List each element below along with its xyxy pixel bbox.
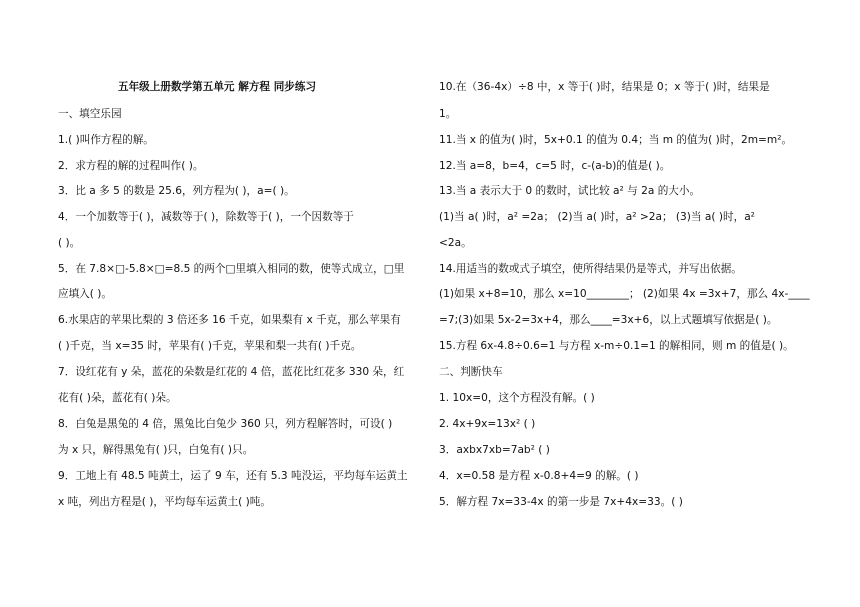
worksheet-title: 五年级上册数学第五单元 解方程 同步练习 bbox=[118, 81, 317, 93]
question-line: x 吨，列出方程是( )，平均每车运黄土( )吨。 bbox=[58, 496, 271, 508]
question-line: 1。 bbox=[439, 108, 457, 120]
judge-item: 4．x=0.58 是方程 x-0.8+4=9 的解。( ) bbox=[439, 470, 639, 482]
question-line: 为 x 只，解得黑兔有( )只，白兔有( )只。 bbox=[58, 444, 254, 456]
question-line: ( )。 bbox=[58, 237, 81, 249]
question-line: 4．一个加数等于( )，减数等于( )，除数等于( )，一个因数等于 bbox=[58, 211, 354, 223]
question-line: 8．白兔是黑兔的 4 倍，黑兔比白兔少 360 只，列方程解答时，可设( ) bbox=[58, 418, 393, 430]
judge-item: 5．解方程 7x=33-4x 的第一步是 7x+4x=33。( ) bbox=[439, 496, 683, 508]
question-line: ( )千克，当 x=35 时，苹果有( )千克，苹果和梨一共有( )千克。 bbox=[58, 340, 362, 352]
question-line: 5．在 7.8×□-5.8×□=8.5 的两个□里填入相同的数，使等式成立，□里 bbox=[58, 263, 405, 275]
section-judge-heading: 二、判断快车 bbox=[439, 366, 503, 378]
question-line: 15.方程 6x-4.8÷0.6=1 与方程 x-m÷0.1=1 的解相同，则 m 的值是( )。 bbox=[439, 340, 794, 352]
question-line: 7．设红花有 y 朵，蓝花的朵数是红花的 4 倍，蓝花比红花多 330 朵，红 bbox=[58, 366, 405, 378]
question-line: 11.当 x 的值为( )时，5x+0.1 的值为 0.4；当 m 的值为( )时，2m=m²。 bbox=[439, 134, 793, 146]
question-line: 12.当 a=8，b=4，c=5 时，c-(a-b)的值是( )。 bbox=[439, 160, 671, 172]
question-line: <2a。 bbox=[439, 237, 472, 249]
question-line: 9．工地上有 48.5 吨黄土，运了 9 车，还有 5.3 吨没运，平均每车运黄土 bbox=[58, 470, 408, 482]
question-line: =7;(3)如果 5x-2=3x+4，那么____=3x+6，以上式题填写依据是( )。 bbox=[439, 314, 778, 326]
question-line: (1)当 a( )时，a² =2a； (2)当 a( )时，a² >2a； (3)当 a( )时，a² bbox=[439, 211, 755, 223]
judge-item: 1. 10x=0，这个方程没有解。( ) bbox=[439, 392, 595, 404]
question-line: 6.水果店的苹果比梨的 3 倍还多 16 千克，如果梨有 x 千克，那么苹果有 bbox=[58, 314, 401, 326]
section-fill-blank-heading: 一、填空乐园 bbox=[58, 108, 122, 120]
question-line: 3．比 a 多 5 的数是 25.6，列方程为( )，a=( )。 bbox=[58, 185, 295, 197]
judge-item: 3．axbx7xb=7ab² ( ) bbox=[439, 444, 550, 456]
question-line: 10.在（36-4x）÷8 中，x 等于( )时，结果是 0；x 等于( )时，结果是 bbox=[439, 81, 770, 93]
judge-item: 2. 4x+9x=13x² ( ) bbox=[439, 418, 536, 430]
question-line: 1.( )叫作方程的解。 bbox=[58, 134, 154, 146]
question-line: 14.用适当的数或式子填空，使所得结果仍是等式，并写出依据。 bbox=[439, 263, 742, 275]
question-line: 花有( )朵，蓝花有( )朵。 bbox=[58, 392, 177, 404]
question-line: 13.当 a 表示大于 0 的数时，试比较 a² 与 2a 的大小。 bbox=[439, 185, 701, 197]
question-line: (1)如果 x+8=10，那么 x=10________； (2)如果 4x =3x+7，那么 4x-____ bbox=[439, 288, 810, 300]
question-line: 2．求方程的解的过程叫作( )。 bbox=[58, 160, 204, 172]
question-line: 应填入( )。 bbox=[58, 288, 113, 300]
